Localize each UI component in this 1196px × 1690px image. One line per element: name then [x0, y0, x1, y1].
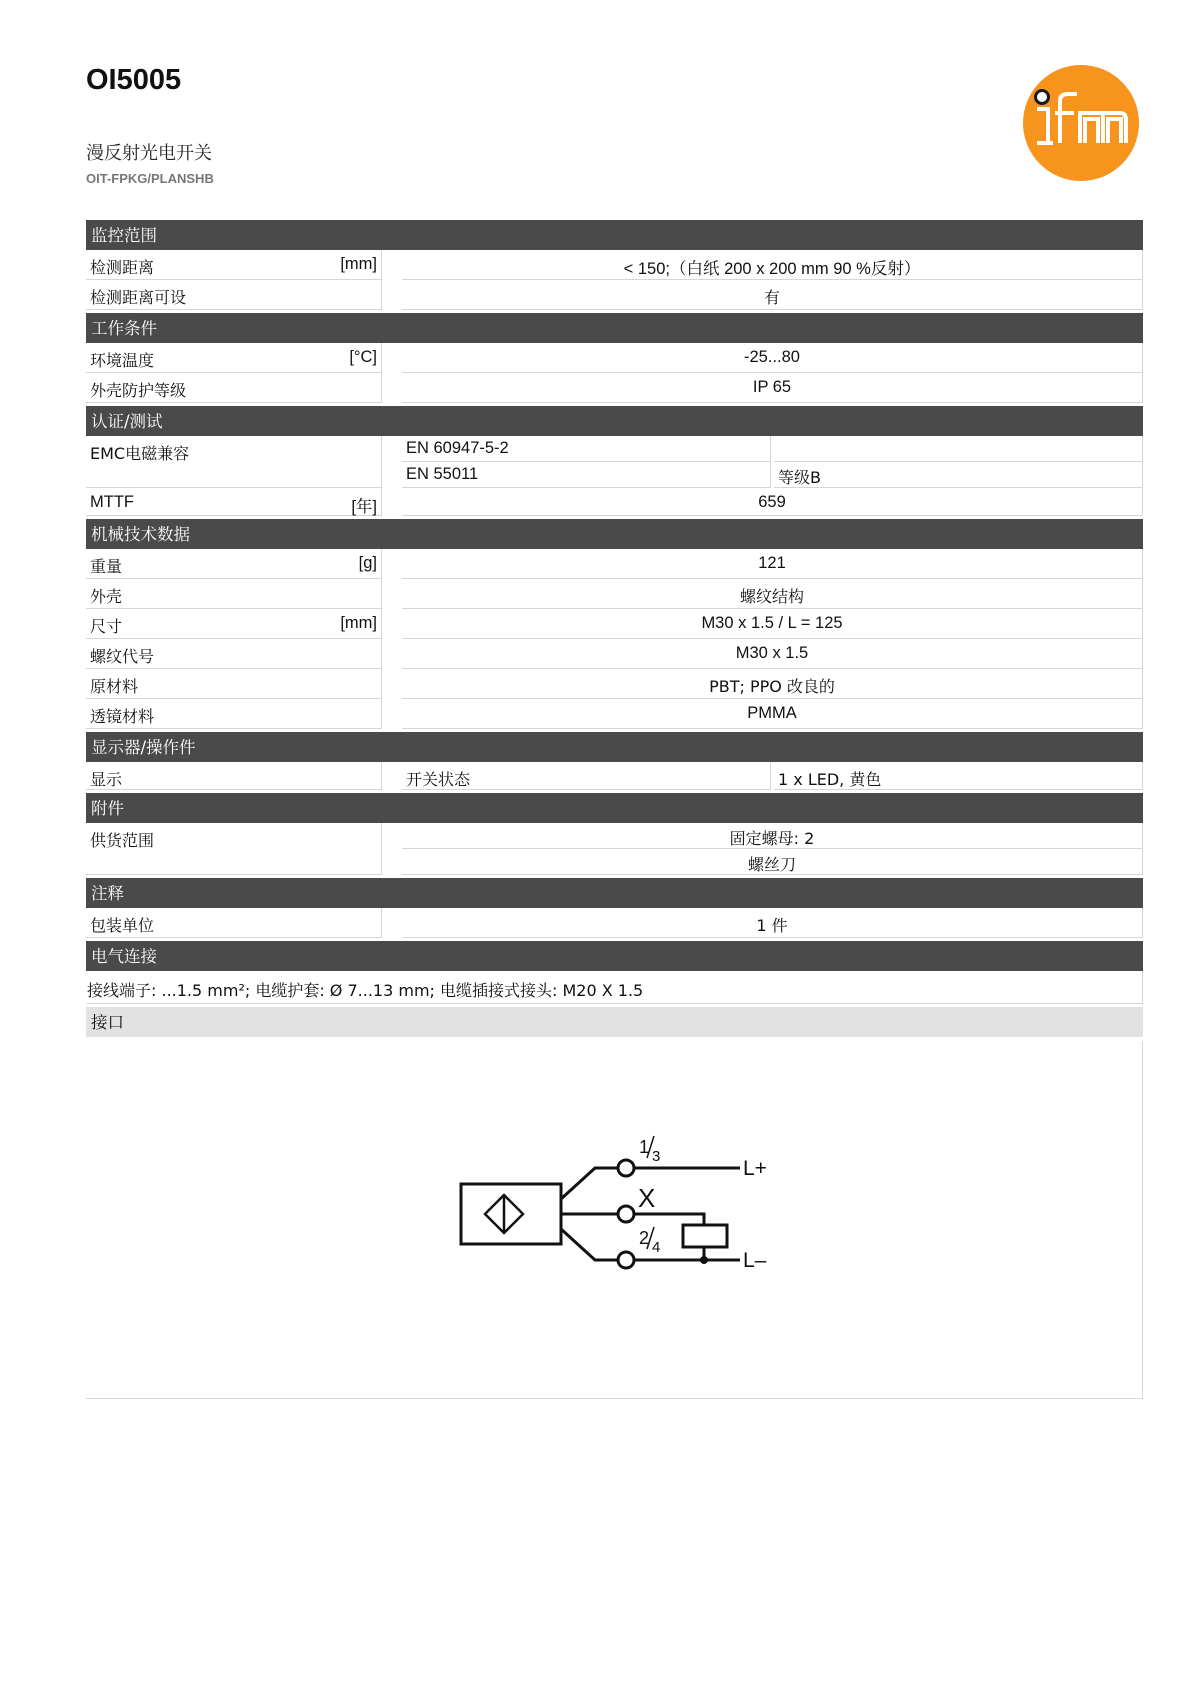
emc-standard-1-class — [774, 436, 1143, 462]
spec-row-electrical — [86, 971, 1143, 1004]
emc-standard-2: EN 55011 — [402, 462, 771, 488]
spec-row-material — [86, 669, 1143, 699]
spec-value: M30 x 1.5 — [402, 639, 1143, 669]
spec-row-mttf — [86, 488, 1143, 516]
section-header-display: 显示器/操作件 — [86, 732, 1143, 762]
label-l-minus: L– — [743, 1249, 767, 1272]
spec-row-display — [86, 762, 1143, 790]
spec-label: 重量 [g] — [86, 549, 382, 579]
specification-table — [86, 220, 1143, 1399]
spec-row-packaging — [86, 908, 1143, 938]
spec-label: 螺纹代号 — [86, 639, 382, 669]
sensor-body — [461, 1184, 561, 1244]
section-header-accessories: 附件 — [86, 793, 1143, 823]
product-code-title: OI5005 — [86, 64, 182, 96]
wire-top — [561, 1168, 617, 1199]
spec-label: 外壳 — [86, 579, 382, 609]
spec-row-dimensions — [86, 609, 1143, 639]
section-header-electrical: 电气连接 — [86, 941, 1143, 971]
svg-text:4: 4 — [652, 1239, 661, 1256]
spec-value: < 150;（白纸 200 x 200 mm 90 %反射） — [402, 250, 1143, 280]
spec-row-lens-material — [86, 699, 1143, 729]
section-header-interface: 接口 — [86, 1007, 1143, 1037]
label-l-plus: L+ — [743, 1157, 767, 1180]
pin-label-top — [639, 1136, 660, 1165]
spec-value: 有 — [402, 280, 1143, 310]
unit-label: [g] — [358, 554, 377, 572]
section-header-monitoring: 监控范围 — [86, 220, 1143, 250]
spec-label: MTTF [年] — [86, 488, 382, 516]
electrical-connection-text: 接线端子: ...1.5 mm²; 电缆护套: Ø 7...13 mm; 电缆插接式接头: M20 X 1.5 — [86, 971, 1143, 1004]
spec-row-range-adjustable — [86, 280, 1143, 310]
terminal-2 — [618, 1252, 634, 1268]
svg-text:1: 1 — [639, 1137, 650, 1157]
spec-value: 螺纹结构 — [402, 579, 1143, 609]
spec-value: 121 — [402, 549, 1143, 579]
spec-label: 检测距离可设 — [86, 280, 382, 310]
junction-dot — [700, 1256, 708, 1264]
spec-value: PBT; PPO 改良的 — [402, 669, 1143, 699]
load-symbol — [683, 1225, 727, 1247]
unit-label: [年] — [351, 498, 377, 516]
spec-row-ambient-temp — [86, 343, 1143, 373]
spec-label: 透镜材料 — [86, 699, 382, 729]
emc-standard-1: EN 60947-5-2 — [402, 436, 771, 462]
spec-value: 1 件 — [402, 908, 1143, 938]
spec-label: 显示 — [86, 762, 382, 790]
spec-label: 尺寸 [mm] — [86, 609, 382, 639]
unit-label: [mm] — [340, 255, 377, 273]
ifm-logo — [1022, 64, 1140, 182]
spec-label: 包装单位 — [86, 908, 382, 938]
emc-standard-2-class: 等级B — [774, 462, 1143, 488]
spec-label: 检测距离 [mm] — [86, 250, 382, 280]
section-header-operating: 工作条件 — [86, 313, 1143, 343]
wiring-diagram — [86, 1041, 1143, 1398]
unit-label: [°C] — [349, 348, 377, 366]
wiring-diagram-box — [86, 1041, 1143, 1399]
spec-row-sensing-range — [86, 250, 1143, 280]
svg-text:3: 3 — [652, 1148, 661, 1165]
display-indicator: 开关状态 — [402, 762, 771, 790]
unit-label: [mm] — [340, 614, 377, 632]
svg-text:2: 2 — [639, 1228, 650, 1248]
pin-label-bottom — [639, 1227, 660, 1256]
spec-row-weight — [86, 549, 1143, 579]
accessory-item: 固定螺母: 2 — [402, 823, 1143, 849]
spec-value: IP 65 — [402, 373, 1143, 403]
spec-value: PMMA — [402, 699, 1143, 729]
svg-text:ifm: ifm — [1022, 64, 1024, 65]
spec-row-emc — [86, 436, 1143, 488]
terminal-x — [618, 1206, 634, 1222]
spec-label: 原材料 — [86, 669, 382, 699]
section-header-approvals: 认证/测试 — [86, 406, 1143, 436]
spec-row-thread — [86, 639, 1143, 669]
section-header-mechanical: 机械技术数据 — [86, 519, 1143, 549]
wire-bot — [561, 1229, 617, 1260]
accessory-item: 螺丝刀 — [402, 849, 1143, 875]
spec-row-scope-of-supply — [86, 823, 1143, 875]
section-header-remarks: 注释 — [86, 878, 1143, 908]
product-description: 漫反射光电开关 — [86, 143, 212, 164]
spec-value: M30 x 1.5 / L = 125 — [402, 609, 1143, 639]
spec-value: 659 — [402, 488, 1143, 516]
spec-label: EMC电磁兼容 — [86, 436, 382, 488]
spec-row-housing — [86, 579, 1143, 609]
spec-value: -25...80 — [402, 343, 1143, 373]
spec-label: 供货范围 — [86, 823, 382, 875]
spec-label: 外壳防护等级 — [86, 373, 382, 403]
pin-label-x: X — [638, 1183, 656, 1213]
spec-row-protection — [86, 373, 1143, 403]
spec-label: 环境温度 [°C] — [86, 343, 382, 373]
article-reference: OIT-FPKG/PLANSHB — [86, 171, 214, 186]
terminal-1 — [618, 1160, 634, 1176]
display-value: 1 x LED, 黄色 — [774, 762, 1143, 790]
